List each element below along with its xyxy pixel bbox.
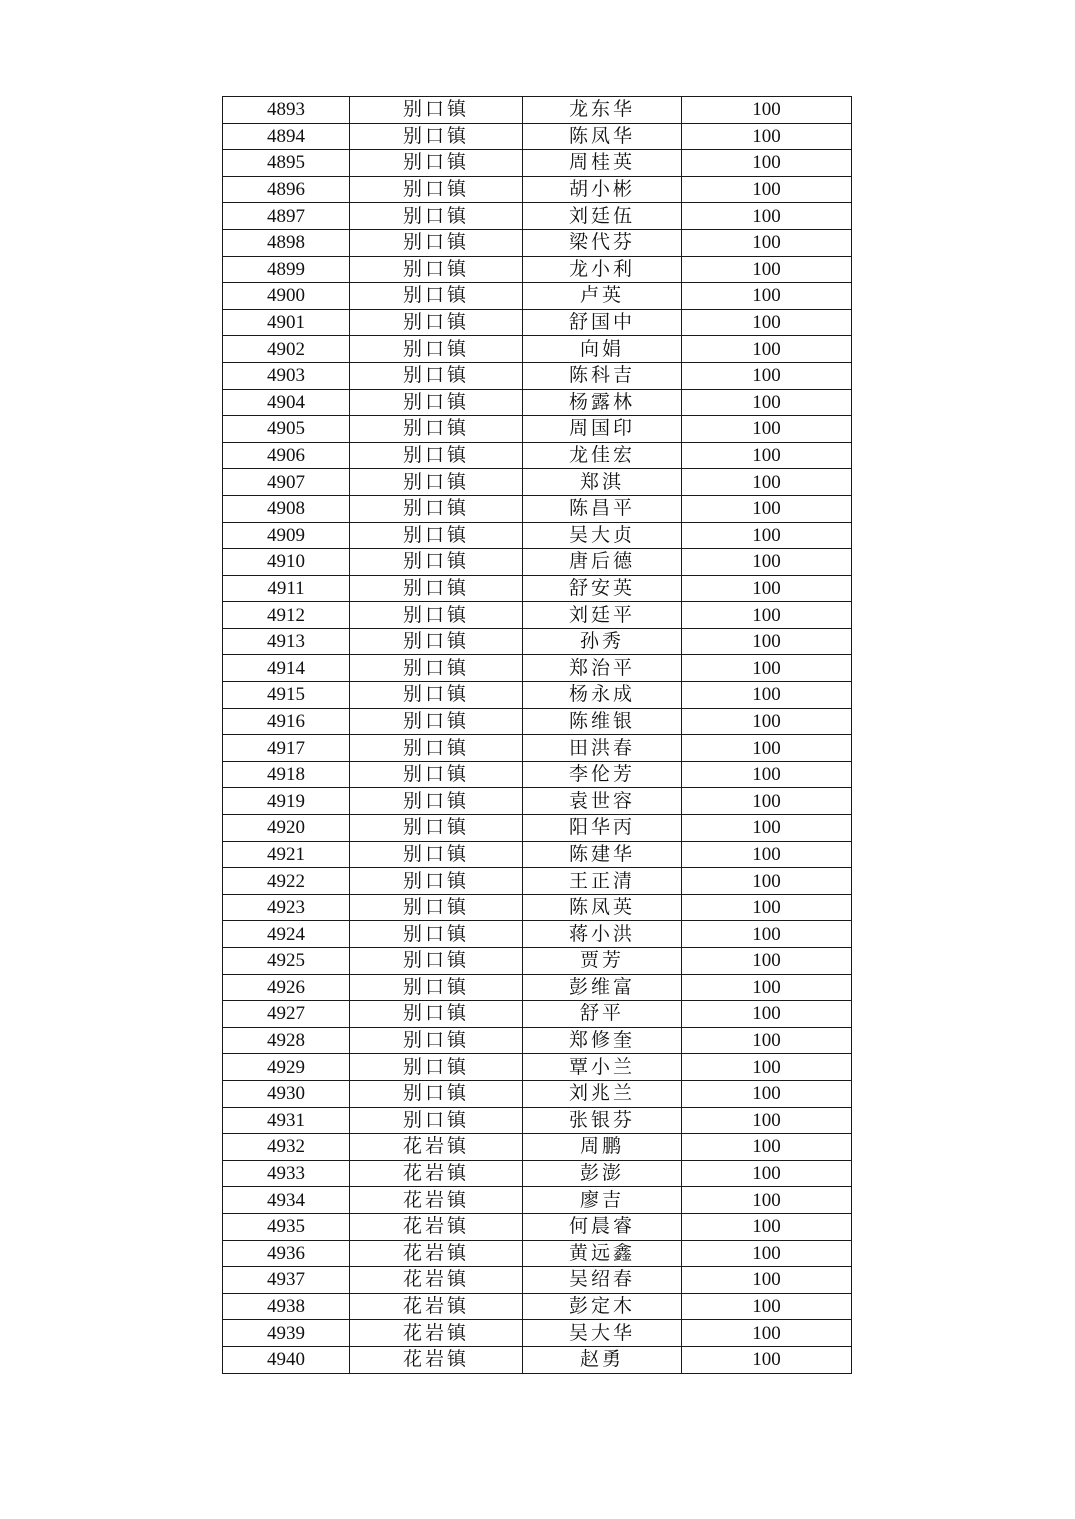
row-number-cell: 4940 <box>223 1346 350 1373</box>
amount-cell: 100 <box>682 868 852 895</box>
row-number-cell: 4931 <box>223 1107 350 1134</box>
table-row <box>223 628 852 655</box>
town-cell: 花岩镇 <box>350 1213 523 1240</box>
name-cell: 王正清 <box>523 868 682 895</box>
name-cell: 蒋小洪 <box>523 921 682 948</box>
name-cell: 陈凤华 <box>523 123 682 150</box>
amount-cell: 100 <box>682 309 852 336</box>
name-cell: 龙东华 <box>523 97 682 124</box>
name-cell: 覃小兰 <box>523 1054 682 1081</box>
table-row <box>223 1027 852 1054</box>
table-row <box>223 1160 852 1187</box>
amount-cell: 100 <box>682 655 852 682</box>
row-number-cell: 4938 <box>223 1293 350 1320</box>
name-cell: 李伦芳 <box>523 761 682 788</box>
row-number-cell: 4929 <box>223 1054 350 1081</box>
row-number-cell: 4894 <box>223 123 350 150</box>
name-cell: 郑修奎 <box>523 1027 682 1054</box>
amount-cell: 100 <box>682 682 852 709</box>
table-row <box>223 309 852 336</box>
amount-cell: 100 <box>682 815 852 842</box>
table-row <box>223 868 852 895</box>
table-row <box>223 336 852 363</box>
table-row <box>223 1080 852 1107</box>
row-number-cell: 4913 <box>223 628 350 655</box>
town-cell: 别口镇 <box>350 522 523 549</box>
name-cell: 吴绍春 <box>523 1267 682 1294</box>
name-cell: 唐后德 <box>523 549 682 576</box>
name-cell: 杨露林 <box>523 389 682 416</box>
town-cell: 花岩镇 <box>350 1187 523 1214</box>
name-cell: 舒国中 <box>523 309 682 336</box>
table-row <box>223 1320 852 1347</box>
amount-cell: 100 <box>682 97 852 124</box>
row-number-cell: 4939 <box>223 1320 350 1347</box>
row-number-cell: 4936 <box>223 1240 350 1267</box>
table-row <box>223 203 852 230</box>
table-row <box>223 948 852 975</box>
town-cell: 别口镇 <box>350 1080 523 1107</box>
table-row <box>223 1001 852 1028</box>
table-row <box>223 1213 852 1240</box>
town-cell: 花岩镇 <box>350 1134 523 1161</box>
row-number-cell: 4921 <box>223 841 350 868</box>
row-number-cell: 4934 <box>223 1187 350 1214</box>
amount-cell: 100 <box>682 894 852 921</box>
name-cell: 吴大华 <box>523 1320 682 1347</box>
name-cell: 郑治平 <box>523 655 682 682</box>
town-cell: 别口镇 <box>350 575 523 602</box>
row-number-cell: 4902 <box>223 336 350 363</box>
town-cell: 别口镇 <box>350 362 523 389</box>
name-cell: 向娟 <box>523 336 682 363</box>
town-cell: 别口镇 <box>350 229 523 256</box>
town-cell: 别口镇 <box>350 682 523 709</box>
row-number-cell: 4925 <box>223 948 350 975</box>
table-row <box>223 389 852 416</box>
town-cell: 别口镇 <box>350 628 523 655</box>
town-cell: 别口镇 <box>350 416 523 443</box>
row-number-cell: 4924 <box>223 921 350 948</box>
name-cell: 张银芬 <box>523 1107 682 1134</box>
table-row <box>223 442 852 469</box>
table-row <box>223 735 852 762</box>
town-cell: 别口镇 <box>350 894 523 921</box>
table-row <box>223 283 852 310</box>
row-number-cell: 4928 <box>223 1027 350 1054</box>
row-number-cell: 4927 <box>223 1001 350 1028</box>
amount-cell: 100 <box>682 1001 852 1028</box>
town-cell: 别口镇 <box>350 203 523 230</box>
amount-cell: 100 <box>682 575 852 602</box>
table-row <box>223 1346 852 1373</box>
amount-cell: 100 <box>682 1187 852 1214</box>
town-cell: 花岩镇 <box>350 1346 523 1373</box>
town-cell: 别口镇 <box>350 655 523 682</box>
town-cell: 别口镇 <box>350 150 523 177</box>
name-cell: 彭维富 <box>523 974 682 1001</box>
row-number-cell: 4911 <box>223 575 350 602</box>
row-number-cell: 4893 <box>223 97 350 124</box>
town-cell: 别口镇 <box>350 309 523 336</box>
name-cell: 龙小利 <box>523 256 682 283</box>
town-cell: 别口镇 <box>350 1001 523 1028</box>
name-cell: 舒平 <box>523 1001 682 1028</box>
amount-cell: 100 <box>682 336 852 363</box>
town-cell: 别口镇 <box>350 123 523 150</box>
row-number-cell: 4897 <box>223 203 350 230</box>
row-number-cell: 4898 <box>223 229 350 256</box>
name-cell: 彭澎 <box>523 1160 682 1187</box>
town-cell: 别口镇 <box>350 1054 523 1081</box>
name-cell: 陈建华 <box>523 841 682 868</box>
name-cell: 刘兆兰 <box>523 1080 682 1107</box>
roster-table <box>222 96 852 1374</box>
table-row <box>223 123 852 150</box>
amount-cell: 100 <box>682 761 852 788</box>
town-cell: 别口镇 <box>350 176 523 203</box>
table-row <box>223 362 852 389</box>
table-row <box>223 416 852 443</box>
row-number-cell: 4916 <box>223 708 350 735</box>
name-cell: 陈维银 <box>523 708 682 735</box>
amount-cell: 100 <box>682 389 852 416</box>
table-row <box>223 841 852 868</box>
amount-cell: 100 <box>682 1160 852 1187</box>
row-number-cell: 4907 <box>223 469 350 496</box>
amount-cell: 100 <box>682 442 852 469</box>
amount-cell: 100 <box>682 469 852 496</box>
amount-cell: 100 <box>682 1267 852 1294</box>
row-number-cell: 4912 <box>223 602 350 629</box>
town-cell: 花岩镇 <box>350 1320 523 1347</box>
town-cell: 别口镇 <box>350 283 523 310</box>
table-row <box>223 921 852 948</box>
town-cell: 别口镇 <box>350 921 523 948</box>
row-number-cell: 4909 <box>223 522 350 549</box>
table-row <box>223 176 852 203</box>
table-row <box>223 229 852 256</box>
amount-cell: 100 <box>682 1240 852 1267</box>
town-cell: 花岩镇 <box>350 1267 523 1294</box>
town-cell: 别口镇 <box>350 495 523 522</box>
row-number-cell: 4920 <box>223 815 350 842</box>
name-cell: 黄远鑫 <box>523 1240 682 1267</box>
table-row <box>223 761 852 788</box>
amount-cell: 100 <box>682 1293 852 1320</box>
town-cell: 别口镇 <box>350 815 523 842</box>
name-cell: 陈科吉 <box>523 362 682 389</box>
amount-cell: 100 <box>682 549 852 576</box>
amount-cell: 100 <box>682 921 852 948</box>
town-cell: 别口镇 <box>350 336 523 363</box>
name-cell: 舒安英 <box>523 575 682 602</box>
table-row <box>223 1293 852 1320</box>
row-number-cell: 4932 <box>223 1134 350 1161</box>
amount-cell: 100 <box>682 602 852 629</box>
town-cell: 别口镇 <box>350 442 523 469</box>
table-row <box>223 974 852 1001</box>
table-row <box>223 1267 852 1294</box>
row-number-cell: 4930 <box>223 1080 350 1107</box>
amount-cell: 100 <box>682 974 852 1001</box>
name-cell: 郑淇 <box>523 469 682 496</box>
amount-cell: 100 <box>682 150 852 177</box>
table-row <box>223 788 852 815</box>
amount-cell: 100 <box>682 1320 852 1347</box>
amount-cell: 100 <box>682 708 852 735</box>
town-cell: 别口镇 <box>350 735 523 762</box>
row-number-cell: 4899 <box>223 256 350 283</box>
name-cell: 廖吉 <box>523 1187 682 1214</box>
row-number-cell: 4895 <box>223 150 350 177</box>
row-number-cell: 4937 <box>223 1267 350 1294</box>
town-cell: 别口镇 <box>350 708 523 735</box>
town-cell: 别口镇 <box>350 868 523 895</box>
town-cell: 花岩镇 <box>350 1293 523 1320</box>
amount-cell: 100 <box>682 362 852 389</box>
table-row <box>223 469 852 496</box>
row-number-cell: 4933 <box>223 1160 350 1187</box>
town-cell: 别口镇 <box>350 389 523 416</box>
table-row <box>223 1187 852 1214</box>
amount-cell: 100 <box>682 229 852 256</box>
town-cell: 别口镇 <box>350 974 523 1001</box>
name-cell: 梁代芬 <box>523 229 682 256</box>
table-row <box>223 575 852 602</box>
row-number-cell: 4904 <box>223 389 350 416</box>
amount-cell: 100 <box>682 176 852 203</box>
table-row <box>223 894 852 921</box>
row-number-cell: 4903 <box>223 362 350 389</box>
amount-cell: 100 <box>682 1213 852 1240</box>
amount-cell: 100 <box>682 948 852 975</box>
row-number-cell: 4910 <box>223 549 350 576</box>
row-number-cell: 4900 <box>223 283 350 310</box>
amount-cell: 100 <box>682 522 852 549</box>
amount-cell: 100 <box>682 283 852 310</box>
town-cell: 别口镇 <box>350 97 523 124</box>
name-cell: 阳华丙 <box>523 815 682 842</box>
table-row <box>223 815 852 842</box>
amount-cell: 100 <box>682 735 852 762</box>
row-number-cell: 4926 <box>223 974 350 1001</box>
roster-table-body <box>223 97 852 1374</box>
town-cell: 别口镇 <box>350 948 523 975</box>
amount-cell: 100 <box>682 1134 852 1161</box>
row-number-cell: 4922 <box>223 868 350 895</box>
amount-cell: 100 <box>682 416 852 443</box>
row-number-cell: 4908 <box>223 495 350 522</box>
town-cell: 别口镇 <box>350 469 523 496</box>
table-row <box>223 682 852 709</box>
table-row <box>223 522 852 549</box>
town-cell: 别口镇 <box>350 1027 523 1054</box>
amount-cell: 100 <box>682 841 852 868</box>
name-cell: 刘廷伍 <box>523 203 682 230</box>
amount-cell: 100 <box>682 628 852 655</box>
table-row <box>223 708 852 735</box>
name-cell: 田洪春 <box>523 735 682 762</box>
amount-cell: 100 <box>682 788 852 815</box>
amount-cell: 100 <box>682 123 852 150</box>
amount-cell: 100 <box>682 1027 852 1054</box>
town-cell: 别口镇 <box>350 761 523 788</box>
name-cell: 杨永成 <box>523 682 682 709</box>
amount-cell: 100 <box>682 1346 852 1373</box>
name-cell: 陈凤英 <box>523 894 682 921</box>
row-number-cell: 4918 <box>223 761 350 788</box>
row-number-cell: 4896 <box>223 176 350 203</box>
row-number-cell: 4919 <box>223 788 350 815</box>
amount-cell: 100 <box>682 1107 852 1134</box>
row-number-cell: 4935 <box>223 1213 350 1240</box>
name-cell: 何晨睿 <box>523 1213 682 1240</box>
town-cell: 别口镇 <box>350 602 523 629</box>
town-cell: 别口镇 <box>350 1107 523 1134</box>
row-number-cell: 4906 <box>223 442 350 469</box>
table-row <box>223 1054 852 1081</box>
table-row <box>223 602 852 629</box>
town-cell: 别口镇 <box>350 256 523 283</box>
name-cell: 吴大贞 <box>523 522 682 549</box>
name-cell: 刘廷平 <box>523 602 682 629</box>
row-number-cell: 4923 <box>223 894 350 921</box>
name-cell: 卢英 <box>523 283 682 310</box>
table-row <box>223 150 852 177</box>
name-cell: 胡小彬 <box>523 176 682 203</box>
town-cell: 花岩镇 <box>350 1240 523 1267</box>
row-number-cell: 4905 <box>223 416 350 443</box>
amount-cell: 100 <box>682 1080 852 1107</box>
name-cell: 陈昌平 <box>523 495 682 522</box>
row-number-cell: 4901 <box>223 309 350 336</box>
name-cell: 彭定木 <box>523 1293 682 1320</box>
row-number-cell: 4914 <box>223 655 350 682</box>
table-row <box>223 655 852 682</box>
amount-cell: 100 <box>682 203 852 230</box>
table-row <box>223 256 852 283</box>
table-row <box>223 1107 852 1134</box>
row-number-cell: 4917 <box>223 735 350 762</box>
town-cell: 别口镇 <box>350 549 523 576</box>
table-row <box>223 495 852 522</box>
name-cell: 袁世容 <box>523 788 682 815</box>
town-cell: 别口镇 <box>350 841 523 868</box>
name-cell: 龙佳宏 <box>523 442 682 469</box>
amount-cell: 100 <box>682 495 852 522</box>
amount-cell: 100 <box>682 256 852 283</box>
name-cell: 周桂英 <box>523 150 682 177</box>
table-row <box>223 97 852 124</box>
name-cell: 周鹏 <box>523 1134 682 1161</box>
table-row <box>223 1134 852 1161</box>
name-cell: 赵勇 <box>523 1346 682 1373</box>
name-cell: 孙秀 <box>523 628 682 655</box>
town-cell: 别口镇 <box>350 788 523 815</box>
town-cell: 花岩镇 <box>350 1160 523 1187</box>
table-row <box>223 1240 852 1267</box>
name-cell: 贾芳 <box>523 948 682 975</box>
table-row <box>223 549 852 576</box>
amount-cell: 100 <box>682 1054 852 1081</box>
name-cell: 周国印 <box>523 416 682 443</box>
row-number-cell: 4915 <box>223 682 350 709</box>
